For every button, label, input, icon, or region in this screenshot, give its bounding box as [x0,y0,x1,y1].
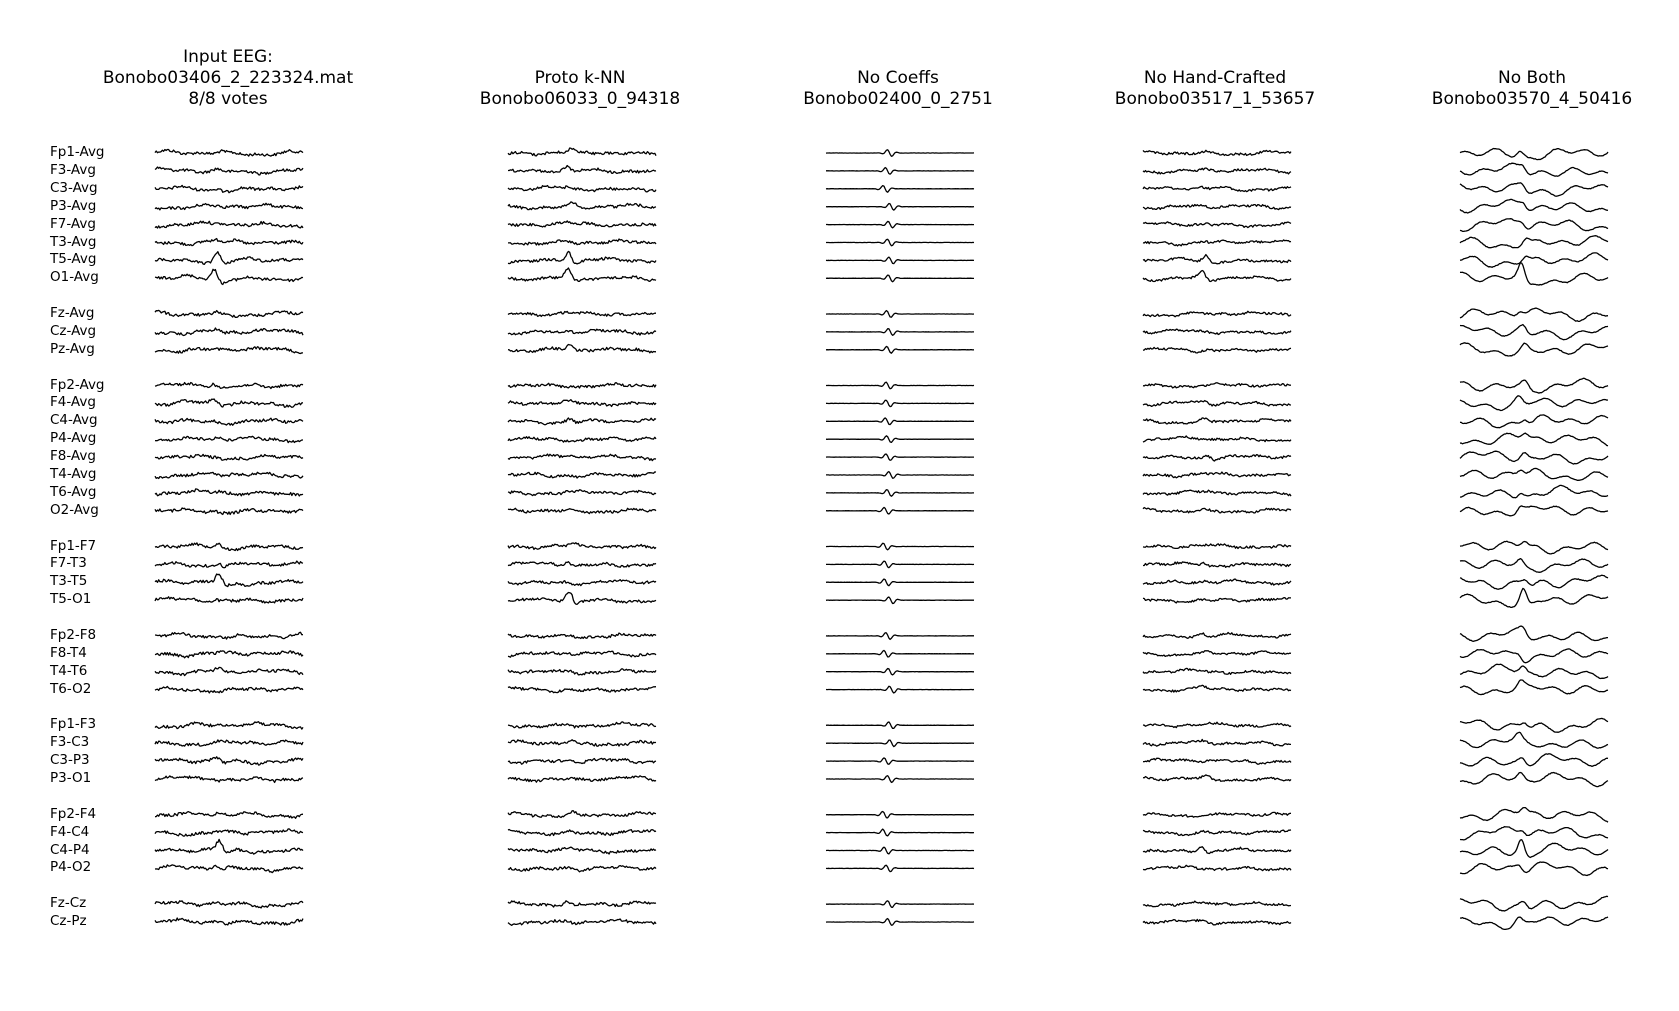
channel-label: F8-T4 [50,644,87,661]
eeg-trace-fp2-avg [1460,378,1608,393]
eeg-trace-c3-p3 [1143,758,1291,764]
eeg-trace-t6-avg [826,490,974,497]
eeg-trace-c4-p4 [1143,847,1291,854]
eeg-trace-fp2-avg [826,382,974,389]
channel-label: T5-Avg [50,251,97,268]
eeg-trace-fp1-f3 [1460,718,1608,732]
eeg-trace-o1-avg [1143,271,1291,282]
eeg-trace-fp1-avg [826,150,974,157]
channel-label: Fp1-Avg [50,144,105,160]
eeg-trace-c4-avg [1460,415,1608,428]
channel-label: C3-Avg [50,179,98,196]
channel-label: Pz-Avg [50,340,95,357]
eeg-trace-f3-avg [155,167,303,175]
eeg-trace-t6-avg [1143,490,1291,496]
eeg-trace-p3-o1 [508,776,656,782]
eeg-trace-f8-avg [1460,451,1608,464]
eeg-trace-f3-c3 [1143,739,1291,746]
eeg-trace-f4-avg [1143,401,1291,407]
eeg-trace-fp2-f8 [155,632,303,639]
eeg-trace-c3-avg [508,186,656,192]
channel-label: F4-C4 [50,823,90,840]
channel-label: F8-Avg [50,448,96,465]
channel-label: O2-Avg [50,501,99,518]
eeg-trace-t4-t6 [1143,668,1291,674]
eeg-trace-c3-p3 [508,758,656,764]
eeg-trace-t3-avg [155,239,303,246]
eeg-trace-c4-p4 [155,839,303,854]
eeg-trace-f8-avg [1143,455,1291,461]
eeg-trace-t5-avg [1143,255,1291,264]
eeg-trace-c4-avg [508,418,656,425]
eeg-trace-c4-avg [155,418,303,425]
eeg-trace-t3-t5 [1460,575,1608,589]
eeg-trace-p4-o2 [1143,865,1291,870]
column-title-line: Bonobo03517_1_53657 [1114,89,1316,109]
eeg-trace-c3-avg [1143,186,1291,191]
eeg-trace-t6-avg [1460,485,1608,497]
column-title-line: No Both [1497,68,1567,88]
eeg-trace-o2-avg [1143,508,1291,513]
eeg-trace-f8-t4 [1460,649,1608,663]
eeg-trace-f3-avg [1143,168,1291,174]
eeg-trace-p3-o1 [1143,775,1291,781]
eeg-trace-c3-p3 [1460,754,1608,767]
eeg-trace-pz-avg [155,347,303,354]
eeg-trace-fz-avg [1143,311,1291,316]
eeg-trace-c3-avg [826,186,974,193]
eeg-trace-t3-avg [1460,236,1608,248]
eeg-trace-t5-o1 [155,597,303,603]
eeg-trace-c4-p4 [826,847,974,854]
eeg-trace-c3-avg [1460,183,1608,196]
channel-label: T6-O2 [50,680,92,697]
eeg-trace-t6-o2 [508,687,656,693]
channel-label: T5-O1 [50,591,92,608]
eeg-trace-pz-avg [508,345,656,353]
eeg-trace-p3-avg [1143,205,1291,210]
eeg-trace-cz-avg [1143,329,1291,334]
eeg-trace-fp1-f7 [1143,544,1291,549]
eeg-trace-f7-t3 [1143,562,1291,567]
eeg-trace-p3-o1 [1460,773,1608,787]
eeg-trace-t5-avg [826,257,974,264]
eeg-trace-cz-pz [155,918,303,925]
eeg-trace-t3-avg [826,239,974,245]
channel-label: C4-P4 [50,841,90,858]
channel-label: T3-Avg [50,233,97,250]
eeg-trace-c4-avg [1143,418,1291,424]
eeg-trace-p4-o2 [1460,862,1608,876]
eeg-trace-f7-t3 [1460,559,1608,573]
eeg-trace-t4-t6 [508,669,656,675]
eeg-trace-f4-avg [1460,396,1608,411]
channel-label: T4-T6 [50,662,88,679]
eeg-trace-p4-avg [508,437,656,442]
eeg-trace-p4-o2 [826,865,974,871]
eeg-trace-fz-avg [155,310,303,317]
eeg-trace-p3-o1 [826,776,974,783]
eeg-trace-fp1-f3 [508,722,656,728]
eeg-trace-p3-avg [508,202,656,210]
eeg-trace-fz-avg [508,311,656,316]
eeg-trace-t3-avg [1143,240,1291,246]
eeg-trace-o2-avg [508,508,656,513]
eeg-trace-f4-avg [155,399,303,407]
column-title-line: 8/8 votes [188,89,268,109]
eeg-trace-c4-avg [826,418,974,425]
eeg-trace-o1-avg [508,268,656,281]
eeg-trace-o1-avg [826,275,974,282]
channel-label: P4-O2 [50,859,92,876]
eeg-trace-f7-avg [826,221,974,227]
eeg-trace-t3-avg [508,239,656,245]
eeg-trace-fz-avg [1460,308,1608,321]
column-title-line: Bonobo02400_0_2751 [803,89,993,109]
eeg-trace-p4-o2 [155,865,303,873]
eeg-trace-f7-avg [1460,219,1608,232]
channel-label: C4-Avg [50,412,98,429]
eeg-trace-pz-avg [826,346,974,353]
eeg-trace-c3-p3 [155,757,303,765]
eeg-trace-cz-avg [508,329,656,335]
eeg-trace-fp2-avg [1143,383,1291,388]
eeg-trace-t6-avg [508,490,656,496]
channel-label: T6-Avg [50,483,97,500]
eeg-trace-p4-avg [155,436,303,442]
eeg-trace-fp2-f4 [1460,808,1608,823]
column-title-line: No Hand-Crafted [1143,68,1287,88]
eeg-trace-f8-t4 [155,651,303,658]
eeg-trace-f3-avg [1460,163,1608,176]
eeg-trace-f8-avg [826,454,974,460]
eeg-trace-t4-t6 [826,669,974,675]
channel-label: Fz-Avg [50,305,95,321]
eeg-trace-fp2-f8 [1460,626,1608,641]
eeg-trace-p4-avg [826,436,974,443]
eeg-trace-f7-avg [508,221,656,227]
eeg-trace-cz-avg [1460,325,1608,340]
channel-label: Cz-Pz [50,913,87,929]
eeg-trace-f7-avg [1143,222,1291,228]
eeg-trace-f3-c3 [826,740,974,747]
eeg-trace-t6-o2 [826,686,974,693]
eeg-trace-t5-o1 [1143,598,1291,603]
channel-label: P3-O1 [50,770,92,786]
column-title-line: Proto k-NN [534,68,626,88]
eeg-trace-t3-t5 [155,574,303,587]
eeg-trace-t6-o2 [1143,685,1291,692]
eeg-trace-t5-o1 [1460,588,1608,607]
eeg-trace-fp1-f7 [155,543,303,551]
eeg-trace-f4-c4 [1143,830,1291,836]
eeg-trace-t4-avg [826,472,974,479]
eeg-trace-f8-t4 [826,650,974,657]
channel-label: F4-Avg [50,394,96,411]
eeg-trace-f3-c3 [508,740,656,746]
channel-label: C3-P3 [50,752,90,769]
eeg-trace-f4-avg [826,400,974,406]
eeg-trace-fp1-f3 [1143,722,1291,727]
eeg-trace-p4-avg [1460,433,1608,446]
eeg-trace-fp2-f8 [508,633,656,638]
eeg-trace-pz-avg [1460,343,1608,356]
eeg-trace-c3-avg [155,185,303,192]
eeg-trace-t6-avg [155,489,303,496]
channel-label: Fp2-F8 [50,626,97,643]
eeg-trace-cz-pz [826,919,974,926]
eeg-trace-t5-o1 [826,597,974,604]
eeg-trace-fp1-avg [1143,150,1291,155]
eeg-trace-fp2-f4 [508,811,656,818]
eeg-trace-o2-avg [826,507,974,514]
eeg-trace-cz-pz [1460,917,1608,929]
channel-label: O1-Avg [50,269,99,286]
eeg-trace-fz-cz [1460,896,1608,911]
eeg-trace-t4-t6 [1460,664,1608,678]
column-title-line: Bonobo03570_4_50416 [1431,89,1633,109]
eeg-trace-f4-avg [508,400,656,407]
eeg-trace-f3-avg [826,168,974,175]
eeg-trace-t5-avg [508,251,656,264]
eeg-trace-fp2-f4 [826,812,974,818]
eeg-trace-pz-avg [1143,347,1291,353]
eeg-trace-cz-avg [826,329,974,336]
eeg-trace-fp1-f7 [1460,541,1608,554]
eeg-trace-f8-t4 [1143,651,1291,657]
eeg-trace-t4-avg [1143,472,1291,478]
channel-label: Fp2-F4 [50,805,97,822]
eeg-trace-f4-c4 [508,830,656,836]
eeg-trace-t6-o2 [155,687,303,693]
eeg-trace-p3-avg [1460,199,1608,213]
eeg-trace-f8-avg [155,454,303,460]
eeg-trace-t3-t5 [826,579,974,586]
eeg-trace-f3-avg [508,166,656,174]
channel-label: P3-Avg [50,197,97,214]
eeg-trace-f7-t3 [508,562,656,568]
eeg-trace-t4-t6 [155,667,303,675]
eeg-trace-f8-t4 [508,651,656,657]
eeg-trace-fp2-f8 [1143,633,1291,639]
eeg-trace-fp2-avg [508,383,656,388]
channel-label: Fp1-F7 [50,537,97,554]
channel-label: Fz-Cz [50,895,87,912]
channel-label: P4-Avg [50,430,97,447]
eeg-trace-t4-avg [155,472,303,478]
channel-label: F3-Avg [50,161,96,178]
eeg-trace-f7-t3 [826,561,974,568]
eeg-trace-t4-avg [1460,468,1608,480]
eeg-trace-f8-avg [508,454,656,461]
eeg-trace-fz-cz [155,901,303,908]
eeg-trace-fp2-f4 [155,812,303,819]
eeg-trace-p3-o1 [155,776,303,783]
eeg-trace-p4-avg [1143,436,1291,442]
eeg-trace-o1-avg [1460,263,1608,285]
column-title-line: Bonobo06033_0_94318 [479,89,681,109]
eeg-trace-cz-pz [1143,919,1291,924]
channel-label: T4-Avg [50,466,97,482]
eeg-trace-cz-avg [155,328,303,336]
eeg-trace-o1-avg [155,269,303,284]
eeg-trace-p3-avg [155,203,303,210]
eeg-trace-fz-cz [1143,901,1291,907]
eeg-trace-t3-t5 [508,580,656,586]
eeg-trace-t4-avg [508,472,656,478]
eeg-trace-f4-c4 [155,829,303,836]
eeg-trace-c4-p4 [1460,840,1608,858]
eeg-trace-fz-cz [826,901,974,908]
eeg-trace-f3-c3 [155,740,303,746]
eeg-trace-fp1-f3 [826,722,974,729]
channel-label: F3-C3 [50,734,90,751]
eeg-trace-f4-c4 [1460,827,1608,840]
eeg-trace-fp1-avg [155,150,303,157]
eeg-trace-t3-t5 [1143,579,1291,585]
channel-label: Fp1-F3 [50,716,97,733]
eeg-trace-t5-avg [1460,253,1608,267]
eeg-trace-c3-p3 [826,758,974,764]
eeg-trace-f4-c4 [826,829,974,836]
eeg-trace-fz-avg [826,311,974,318]
eeg-trace-fp2-f4 [1143,812,1291,817]
eeg-trace-p4-o2 [508,866,656,872]
eeg-trace-o2-avg [155,508,303,515]
eeg-trace-fp1-f7 [826,543,974,550]
eeg-trace-fp2-f8 [826,633,974,640]
channel-label: F7-T3 [50,555,87,572]
eeg-trace-o2-avg [1460,506,1608,516]
channel-label: Fp2-Avg [50,376,105,393]
eeg-trace-cz-pz [508,919,656,925]
eeg-trace-fp1-avg [508,148,656,156]
eeg-trace-fp1-avg [1460,149,1608,160]
eeg-trace-c4-p4 [508,847,656,854]
eeg-trace-f7-t3 [155,561,303,568]
eeg-trace-t5-o1 [508,593,656,605]
eeg-trace-fp1-f7 [508,543,656,550]
eeg-trace-fp1-f3 [155,722,303,729]
eeg-trace-t6-o2 [1460,680,1608,695]
eeg-trace-fz-cz [508,901,656,907]
channel-label: T3-T5 [50,573,88,590]
column-title-line: Bonobo03406_2_223324.mat [102,68,354,88]
eeg-trace-p3-avg [826,204,974,211]
channel-label: F7-Avg [50,215,96,232]
channel-label: Cz-Avg [50,322,97,339]
eeg-trace-t5-avg [155,252,303,265]
eeg-trace-fp2-avg [155,383,303,389]
column-title-line: No Coeffs [857,68,939,88]
eeg-trace-f3-c3 [1460,732,1608,748]
column-title-line: Input EEG: [183,47,273,67]
eeg-trace-f7-avg [155,221,303,228]
